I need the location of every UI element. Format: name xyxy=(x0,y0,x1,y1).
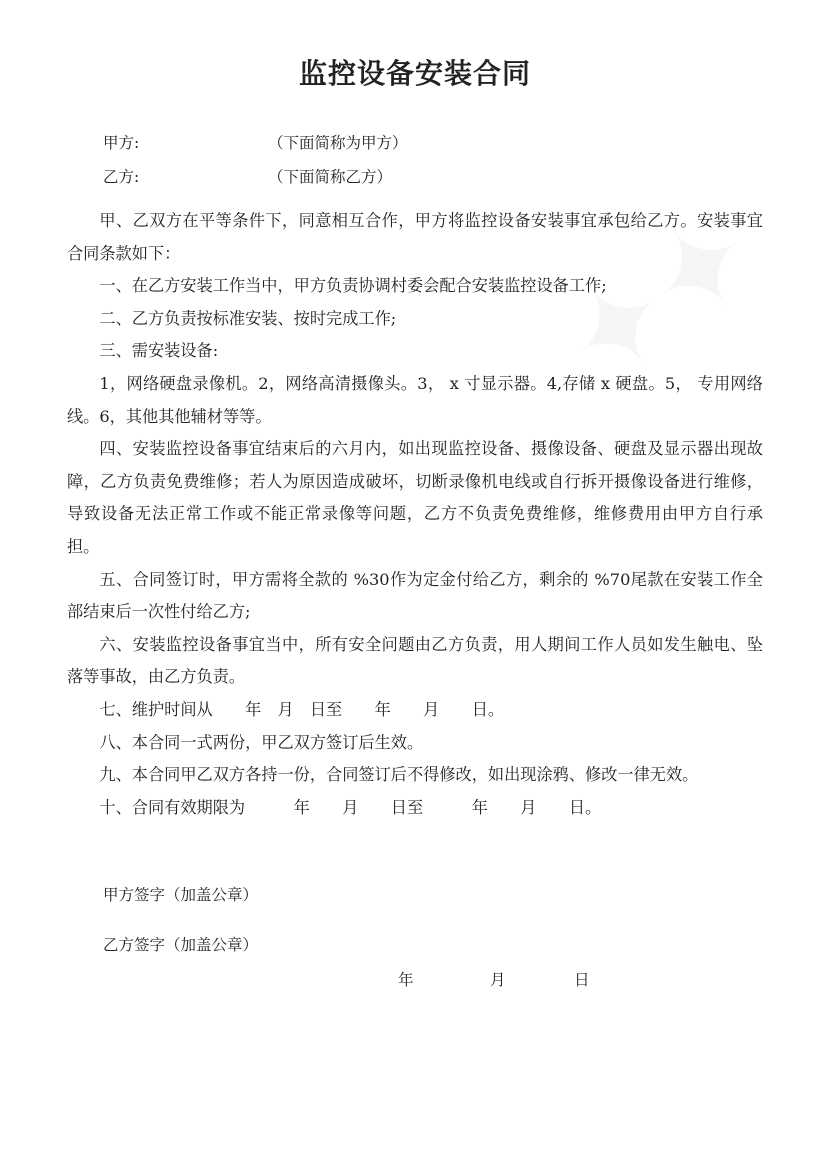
document-title: 监控设备安装合同 xyxy=(298,57,531,90)
clause-7: 七、维护时间从 年 月 日至 年 月 日。 xyxy=(99,699,505,719)
party-b xyxy=(103,165,393,187)
clause-10: 十、合同有效期限为 年 月 日至 年 月 日。 xyxy=(99,797,602,817)
clause-5: 五、合同签订时，甲方需将全款的 %30作为定金付给乙方，剩余的 %70尾款在安装工作全部结束后一次性付给乙方; xyxy=(67,569,763,622)
date-year: 年 xyxy=(398,971,414,989)
equipment-list: 1，网络硬盘录像机。2，网络高清摄像头。3， x 寸显示器。4,存储 x 硬盘。5， 专用网络线。6，其他其他辅材等等。 xyxy=(67,373,763,426)
clause-8: 八、本合同一式两份，甲乙双方签订后生效。 xyxy=(99,732,424,752)
paragraph-intro: 甲、乙双方在平等条件下，同意相互合作，甲方将监控设备安装事宜承包给乙方。安装事宜合同条款如下： xyxy=(67,211,763,263)
clause-3: 三、需安装设备: xyxy=(99,341,219,361)
clause-9: 九、本合同甲乙双方各持一份，合同签订后不得修改，如出现涂鸦、修改一律无效。 xyxy=(99,765,699,785)
party-a-label: 甲方: xyxy=(103,134,140,152)
party-a-note: （下面简称为甲方） xyxy=(268,134,408,152)
party-b-signature: 乙方签字（加盖公章） xyxy=(103,936,259,954)
clause-6: 六、安装监控设备事宜当中，所有安全问题由乙方负责，用人期间工作人员如发生触电、坠落等事故，由乙方负责。 xyxy=(67,634,763,687)
party-b-label: 乙方: xyxy=(103,168,140,186)
contract-body xyxy=(67,205,763,824)
party-b-note: （下面简称乙方） xyxy=(268,168,393,186)
clause-1: 一、在乙方安装工作当中，甲方负责协调村委会配合安装监控设备工作; xyxy=(99,276,607,296)
clause-2: 二、乙方负责按标准安装、按时完成工作; xyxy=(99,308,397,328)
date-day: 日 xyxy=(574,971,590,989)
clause-4: 四、安装监控设备事宜结束后的六月内，如出现监控设备、摄像设备、硬盘及显示器出现故障，乙方负责免费维修；若人为原因造成破坏，切断录像机电线或自行拆开摄像设备进行维修，导致设备无法正常工作或不能正常录像等问题，乙方不负责免费维修，维修费用由甲方自行承担。 xyxy=(67,439,763,556)
party-a xyxy=(103,131,408,153)
date-month: 月 xyxy=(490,971,506,989)
party-a-signature: 甲方签字（加盖公章） xyxy=(103,886,259,904)
